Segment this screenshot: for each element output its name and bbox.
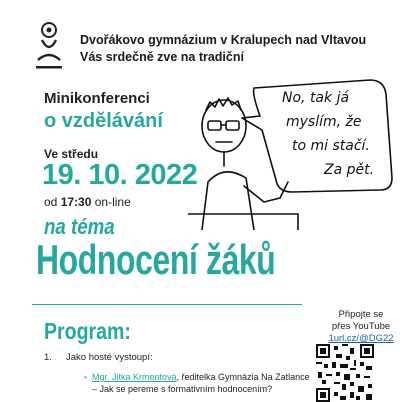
program-heading: Program: <box>44 318 131 344</box>
school-header <box>80 32 366 66</box>
event-kind-line2: o vzdělávání <box>44 110 163 132</box>
speech-line-1: No, tak já <box>282 90 350 106</box>
event-day-label: Ve středu <box>44 147 99 161</box>
speaker-name-link[interactable]: Mgr. Jitka Krmentová <box>92 372 177 382</box>
speech-line-2: myslím, že <box>286 114 362 130</box>
school-name: Dvořákovo gymnázium v Kralupech nad Vltavou <box>80 33 367 47</box>
time-prefix: od <box>44 195 61 209</box>
speech-bubble-text <box>282 90 374 178</box>
invite-text: Vás srdečně zve na tradiční <box>80 50 244 64</box>
speaker-talk: – Jak se pereme s formativním hodnocením? <box>92 384 273 394</box>
event-time <box>44 195 131 209</box>
youtube-line2: přes YouTube <box>331 321 391 332</box>
section-divider <box>32 304 302 305</box>
event-date: 19. 10. 2022 <box>42 159 198 191</box>
youtube-link[interactable]: 1url.cz/@DG22 <box>328 333 394 344</box>
qr-code-icon[interactable] <box>316 344 374 402</box>
youtube-box <box>326 309 396 345</box>
topic-label: na téma <box>44 214 115 239</box>
program-item-number: 1. <box>44 352 52 363</box>
program-item-text: Jako hosté vystoupí: <box>66 352 153 363</box>
speaker-role: , ředitelka Gymnázia Na Zatlance <box>176 372 310 382</box>
topic-title: Hodnocení žáků <box>36 236 276 283</box>
youtube-line1: Připojte se <box>338 309 384 320</box>
school-logo-icon <box>34 20 64 74</box>
event-kind-line1: Minikonferenci <box>44 90 150 107</box>
speech-line-3: to mi stačí. <box>292 138 370 154</box>
teacher-doodle-illustration <box>188 74 400 230</box>
time-suffix: on-line <box>91 195 131 209</box>
speech-line-4: Za pět. <box>324 162 375 178</box>
speaker-entry <box>92 371 310 395</box>
time-value: 17:30 <box>60 195 92 209</box>
bullet-icon: • <box>84 373 87 382</box>
